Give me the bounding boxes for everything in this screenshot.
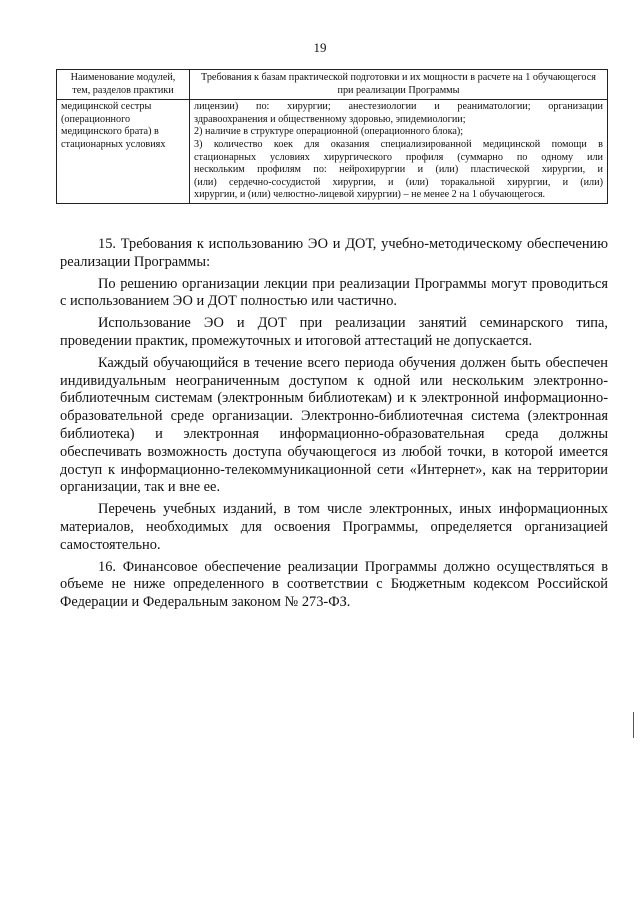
paragraph-library-access: Каждый обучающийся в течение всего периода обучения должен быть обеспечен индивидуальным неограниченным доступом к одной или нескольким электронно-библиотечным системам (электронным библиотекам) и к электронной информационно-образовательной среде организации. Электронно-библиотечная система (электронная библиотека) и электронная информационно-образовательная среда должны обеспечивать возможность доступа обучающегося из любой точки, в которой имеется доступ к информационно-телекоммуникационной сети «Интернет», как на территории организации, так и вне ее. [60,354,608,496]
body-text [60,236,608,612]
requirement-line: 3) количество коек для оказания специализированной медицинской помощи в [194,138,603,150]
paragraph-lectures: По решению организации лекции при реализации Программы могут проводиться с использованием ЭО и ДОТ полностью или частично. [60,275,608,310]
table-header-row [57,70,608,100]
cell-requirements [190,100,608,204]
requirement-line: стационарных условиях хирургического профиля (суммарно по одному или [194,151,603,163]
page-number: 19 [313,40,327,55]
header-modules: Наименование модулей, тем, разделов практики [57,70,190,100]
requirement-line: здравоохранения и общественному здоровью, эпидемиологии; [194,113,466,125]
paragraph-publications: Перечень учебных изданий, в том числе электронных, иных информационных материалов, необходимых для освоения Программы, определяется организацией самостоятельно. [60,501,608,553]
requirement-line: 2) наличие в структуре операционной (операционного блока); [194,126,464,138]
paragraph-seminars: Использование ЭО и ДОТ при реализации занятий семинарского типа, проведении практик, промежуточных и итоговой аттестаций не допускается. [60,315,608,349]
requirement-line: нескольким профилям по: нейрохирургии и (или) пластической хирургии, и [194,164,603,176]
requirement-line: лицензии) по: хирургии; анестезиологии и реаниматологии; организации [194,101,603,113]
paragraph-section-16: 16. Финансовое обеспечение реализации Программы должно осуществляться в объеме не ниже определенного в соответствии с Бюджетным кодексом Российской Федерации и Федеральным законом № 273-ФЗ. [60,558,608,611]
scan-edge-mark [633,712,634,738]
requirement-line: хирургии, и (или) челюстно-лицевой хирургии) – не менее 2 на 1 обучающегося. [194,189,546,201]
header-requirements: Требования к базам практической подготовки и их мощности в расчете на 1 обучающегося при реализации Программы [190,70,608,100]
cell-module: медицинской сестры (операционного медицинского брата) в стационарных условиях [57,100,190,204]
requirement-line: (или) сердечно-сосудистой хирургии, и (или) торакальной хирургии, и (или) [194,176,603,188]
table-row [57,100,608,204]
paragraph-section-15: 15. Требования к использованию ЭО и ДОТ, учебно-методическому обеспечению реализации Программы: [60,236,608,270]
requirements-table [56,69,608,204]
